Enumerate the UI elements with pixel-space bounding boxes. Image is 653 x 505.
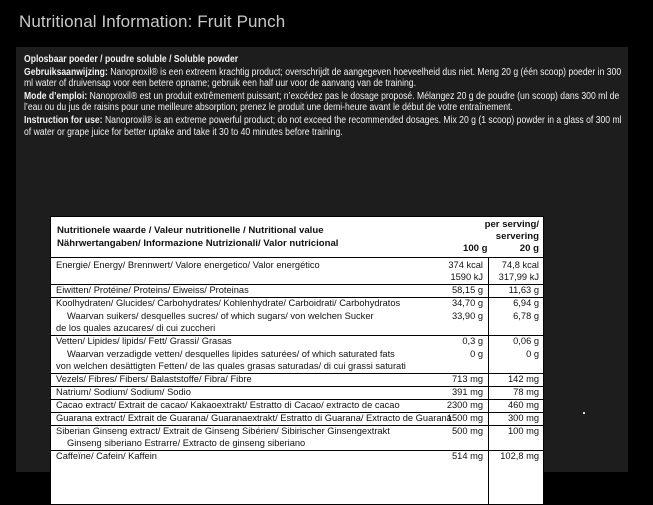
table-row-sodium [51,386,543,400]
row-value-serving: 0 g [526,349,539,359]
row-value-100g: 0 g [470,349,483,359]
instructions-en-text: Nanoproxil® is an extreme powerful product; do not exceed the recommended dosages. Mix 20 g (1 scoop) powder in a glass of 300 ml of water or grape juice for better uptake and take it 30 to 40 minutes before training. [24,114,622,138]
row-label-line2: von welchen desättigten Fetten/ de las quales grasas saturadas/ di cui grassi saturati [56,361,406,371]
row-value-serving: 6,94 g [513,298,539,308]
page-title: Nutritional Information: Fruit Punch [19,12,286,31]
row-label: Waarvan verzadigde vetten/ desquelles lipides saturées/ of which saturated fats [67,349,395,359]
table-row-energy [51,258,543,285]
usage-instructions [24,54,627,139]
row-value-100g-kj: 1590 kJ [450,272,483,282]
row-label: Cacao extract/ Extrait de cacao/ Kakaoextrakt/ Estratto di Cacao/ extracto de cacao [56,400,400,410]
row-value-100g: 1500 mg [446,413,483,423]
row-label: Vezels/ Fibres/ Fibers/ Balaststoffe/ Fibra/ Fibre [56,374,252,384]
row-value-serving: 74,8 kcal [501,260,539,270]
row-value-100g: 514 mg [451,451,483,461]
instructions-fr-text: Nanoproxil® est un produit extrêmement puissant; n’excédez pas le dosage proposé. Mélangez 20 g de poudre (un scoop) dans 300 ml de l’eau ou du jus de raisins pour une meilleure absorption; prenez le produit une demi-heure avant le début de votre entraînement. [24,90,620,114]
row-value-serving: 11,63 g [508,285,539,295]
table-row-proteins [51,284,543,298]
product-form-line: Oplosbaar poeder / poudre soluble / Soluble powder [24,54,239,65]
row-label: Vetten/ Lipides/ lipids/ Fett/ Grassi/ Grasas [56,336,232,346]
row-value-100g: 2300 mg [446,400,483,410]
table-row-caffeine [51,450,543,463]
table-row-cacao-extract [51,399,543,413]
row-value-100g: 34,70 g [451,298,483,308]
table-row-guarana-extract [51,412,543,426]
table-row-lipids [51,335,543,348]
row-value-serving: 78 mg [513,387,539,397]
row-label: Guarana extract/ Extrait de Guarana/ Guaranaextrakt/ Estratto di Guarana/ Extracto de Guaraná [56,413,452,423]
header-title-line2: Nährwertangaben/ Informazione Nutrizionali/ Valor nutricional [57,238,339,249]
row-value-serving-kj: 317,99 kJ [498,272,539,282]
header-serving-line1: per serving/ [484,219,539,230]
row-value-serving: 100 mg [507,426,539,436]
row-value-100g: 58,15 g [451,285,483,295]
row-value-100g: 391 mg [451,387,483,397]
header-title-line1: Nutritionele waarde / Valeur nutritionelle / Nutritional value [57,225,324,236]
row-label: Waarvan suikers/ desquelles sucres/ of which sugars/ von welchen Sucker [67,311,374,321]
row-label-line2: de los quales azucares/ di cui zuccheri [56,323,216,333]
row-value-serving: 0,06 g [513,336,539,346]
nutrition-table [50,216,544,505]
row-value-100g: 500 mg [451,426,483,436]
row-value-serving: 102,8 mg [500,451,539,461]
table-row-fibres [51,373,543,387]
row-value-100g: 374 kcal [448,260,483,270]
instructions-fr-label: Mode d’emploi: [24,90,88,102]
header-col-100g: 100 g [463,243,488,254]
row-value-100g: 713 mg [451,374,483,384]
row-label: Siberian Ginseng extract/ Extrait de Ginseng Sibérien/ Sibirischer Ginsengextrakt [56,426,390,436]
row-value-100g: 0,3 g [462,336,483,346]
row-label: Caffeïne/ Cafein/ Kaffein [56,451,157,461]
row-label-line2: Ginseng siberiano Estrarre/ Extracto de ginseng siberiano [67,438,306,448]
table-row-carbohydrates [51,297,543,310]
header-serving-line2: servering [495,231,539,242]
row-value-serving: 142 mg [507,374,539,384]
row-value-100g: 33,90 g [451,311,483,321]
table-row-saturated-fats [51,348,543,374]
instructions-nl-text: Nanoproxil® is een extreem krachtig product; overschrijdt de aangegeven hoeveelheid dus niet. Meng 20 g (één scoop) poeder in 300 ml water of druivensap voor een betere opname; gebruik een half uur voor de aanvang van de training. [24,66,622,90]
row-label: Koolhydraten/ Glucides/ Carbohydrates/ Kohlenhydrate/ Carboidrati/ Carbohydratos [56,298,401,308]
row-label: Natrium/ Sodium/ Sodium/ Sodio [56,387,191,397]
row-value-serving: 6,78 g [513,311,539,321]
instructions-en-label: Instruction for use: [24,114,103,126]
row-value-serving: 460 mg [507,400,539,410]
row-label: Energie/ Energy/ Brennwert/ Valore energetico/ Valor energético [56,260,320,270]
row-value-serving: 300 mg [507,413,539,423]
header-col-20g: 20 g [519,243,539,254]
table-row-siberian-ginseng [51,425,543,451]
nutrition-table-header [51,217,543,258]
table-row-sugars [51,310,543,336]
row-label: Eiwitten/ Protéine/ Proteins/ Eiweiss/ Proteinas [56,285,249,295]
stray-dot [583,412,585,414]
instructions-nl-label: Gebruiksaanwijzing: [24,66,108,78]
